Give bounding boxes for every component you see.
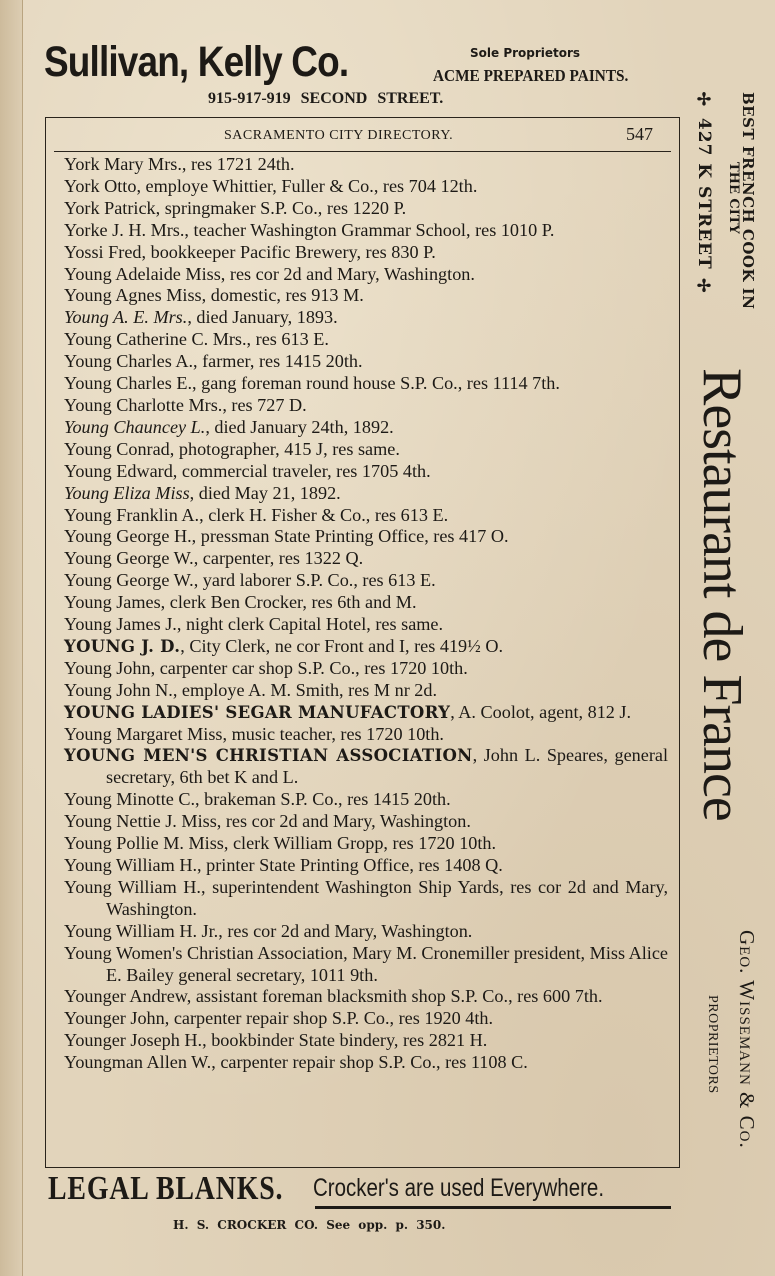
entry-name: Young William H., <box>64 855 202 875</box>
entry-name: Young George H., <box>64 526 197 547</box>
directory-entry <box>64 461 668 483</box>
entry-name: YOUNG LADIES' SEGAR MANUFACTORY <box>64 702 451 722</box>
entry-details: res cor 2d and Mary, Washington. <box>221 811 471 832</box>
entry-details: night clerk Capital Hotel, res same. <box>181 614 444 635</box>
entry-name: Younger Andrew, <box>64 986 192 1007</box>
footer-publisher: H. S. CROCKER CO. See opp. p. 350. <box>173 1218 446 1232</box>
entry-details: clerk Ben Crocker, res 6th and M. <box>165 592 417 613</box>
entry-name: Yossi Fred, <box>64 241 147 262</box>
entry-details: res 727 D. <box>226 394 307 415</box>
entry-details: springmaker S.P. Co., res 1220 P. <box>160 197 407 218</box>
directory-entry <box>64 921 668 943</box>
entry-details: printer State Printing Office, res 1408 Q. <box>201 855 503 875</box>
directory-entry <box>64 395 668 417</box>
directory-entry <box>64 592 668 614</box>
directory-entry <box>64 1052 668 1074</box>
entry-name: Young Chauncey L. <box>64 416 206 437</box>
entry-details: farmer, res 1415 20th. <box>197 351 363 372</box>
directory-entry <box>64 724 668 746</box>
directory-entry <box>64 351 668 373</box>
header-address: 915-917-919 SECOND STREET. <box>208 90 444 107</box>
directory-entry <box>64 264 668 286</box>
entry-details: , died January, 1893. <box>187 307 338 328</box>
directory-entry <box>64 680 668 702</box>
directory-entry <box>64 285 668 307</box>
directory-entry <box>64 198 668 220</box>
entry-name: Young Nettie J. Miss, <box>64 811 222 832</box>
entry-details: carpenter, res 1322 Q. <box>198 548 364 569</box>
entry-name: Young Adelaide Miss, <box>64 263 226 284</box>
entry-details: , died May 21, 1892. <box>189 482 341 503</box>
entry-name: York Otto, <box>64 175 141 196</box>
entry-details: assistant foreman blacksmith shop S.P. Co., res 600 7th. <box>191 986 603 1007</box>
directory-entry <box>64 636 668 658</box>
directory-entry <box>64 745 668 789</box>
entry-details: clerk H. Fisher & Co., res 613 E. <box>203 504 449 525</box>
entry-name: Young Women's Christian Association, <box>64 942 348 963</box>
directory-entry <box>64 943 668 987</box>
entry-details: , City Clerk, ne cor Front and I, res 419½ O. <box>180 635 504 656</box>
directory-entry <box>64 855 668 877</box>
entry-name: Yorke J. H. Mrs., <box>64 219 189 240</box>
directory-entry <box>64 1030 668 1052</box>
entry-name: Younger John, <box>64 1008 170 1029</box>
entry-name: Young Margaret Miss, <box>64 723 228 744</box>
entry-details: bookbinder State bindery, res 2821 H. <box>206 1030 488 1051</box>
directory-entry <box>64 570 668 592</box>
entry-name: YOUNG J. D. <box>64 636 181 656</box>
side-owner: Geo. Wissemann & Co. <box>735 930 759 1149</box>
directory-entry <box>64 1008 668 1030</box>
directory-entry <box>64 526 668 548</box>
entry-name: Youngman Allen W., <box>64 1052 216 1073</box>
directory-entry <box>64 614 668 636</box>
directory-entries <box>64 154 668 1074</box>
entry-name: Young John N., <box>64 679 178 700</box>
running-head <box>46 124 679 148</box>
entry-details: teacher Washington Grammar School, res 1010 P. <box>188 219 555 240</box>
entry-name: Young Franklin A., <box>64 504 204 525</box>
entry-details: res 613 E. <box>251 329 329 350</box>
footer-legal-blanks: LEGAL BLANKS. <box>48 1170 284 1207</box>
header-advertiser: Sullivan, Kelly Co. <box>44 38 349 86</box>
entry-details: res cor 2d and Mary, Washington. <box>225 263 475 284</box>
entry-name: Young Charles E., <box>64 373 197 394</box>
page-number: 547 <box>626 124 653 144</box>
directory-entry <box>64 986 668 1008</box>
entry-name: Young George W., <box>64 548 199 569</box>
entry-name: Young William H. Jr., <box>64 920 223 941</box>
directory-entry <box>64 242 668 264</box>
entry-details: commercial traveler, res 1705 4th. <box>177 460 431 481</box>
entry-name: Young A. E. Mrs. <box>64 307 188 328</box>
entry-details: domestic, res 913 M. <box>206 285 364 306</box>
directory-entry <box>64 789 668 811</box>
entry-details: , A. Coolot, agent, 812 J. <box>450 701 632 722</box>
entry-name: Young William H., <box>64 876 206 897</box>
entry-details: gang foreman round house S.P. Co., res 1114 7th. <box>196 373 560 394</box>
side-slogan-line2: THE CITY <box>726 162 741 234</box>
directory-entry <box>64 658 668 680</box>
side-slogan-line1: BEST FRENCH COOK IN <box>739 92 757 310</box>
directory-entry <box>64 439 668 461</box>
directory-entry <box>64 307 668 329</box>
entry-name: YOUNG MEN'S CHRISTIAN ASSOCIATION <box>64 746 473 766</box>
entry-details: superintendent Washington Ship Yards, res cor 2d and Mary, Washington. <box>106 876 668 919</box>
header-sole-proprietors: Sole Proprietors <box>470 46 581 60</box>
entry-name: Young James, <box>64 592 166 613</box>
directory-entry <box>64 373 668 395</box>
side-restaurant-name: Restaurant de France <box>691 368 753 821</box>
entry-name: Young Charles A., <box>64 351 198 372</box>
entry-name: Young James J., <box>64 614 182 635</box>
entry-details: employe A. M. Smith, res M nr 2d. <box>177 679 438 700</box>
entry-details: , died January 24th, 1892. <box>205 416 394 437</box>
entry-name: York Mary Mrs., <box>64 154 187 174</box>
entry-details: Mary M. Cronemiller president, Miss Alice E. Bailey general secretary, 1011 9th. <box>106 942 668 985</box>
entry-details: yard laborer S.P. Co., res 613 E. <box>198 570 436 591</box>
entry-details: res 1721 24th. <box>186 154 295 174</box>
entry-details: bookkeeper Pacific Brewery, res 830 P. <box>146 241 436 262</box>
entry-details: brakeman S.P. Co., res 1415 20th. <box>199 789 451 810</box>
running-head-rule <box>54 151 671 152</box>
directory-entry <box>64 833 668 855</box>
entry-details: employe Whittier, Fuller & Co., res 704 12th. <box>141 175 478 196</box>
entry-name: Young Edward, <box>64 460 178 481</box>
entry-details: clerk William Gropp, res 1720 10th. <box>228 833 497 854</box>
directory-entry <box>64 811 668 833</box>
entry-name: Young George W., <box>64 570 199 591</box>
entry-name: Younger Joseph H., <box>64 1030 207 1051</box>
directory-entry <box>64 483 668 505</box>
entry-name: Young John, <box>64 657 156 678</box>
directory-entry <box>64 702 668 724</box>
directory-entry <box>64 417 668 439</box>
entry-name: Young Agnes Miss, <box>64 285 207 306</box>
side-owner-role: PROPRIETORS <box>705 995 720 1094</box>
book-gutter <box>0 0 23 1276</box>
directory-frame <box>45 117 680 1168</box>
entry-name: York Patrick, <box>64 197 161 218</box>
footer-tagline-underline <box>315 1206 671 1209</box>
directory-entry <box>64 505 668 527</box>
directory-entry <box>64 154 668 176</box>
entry-details: photographer, 415 J, res same. <box>174 438 400 459</box>
entry-name: Young Minotte C., <box>64 789 200 810</box>
header-product: ACME PREPARED PAINTS. <box>433 66 629 85</box>
entry-name: Young Eliza Miss <box>64 482 190 503</box>
entry-name: Young Pollie M. Miss, <box>64 833 229 854</box>
entry-name: Young Catherine C. Mrs., <box>64 329 252 350</box>
side-address: ✢ 427 K STREET ✢ <box>694 90 714 298</box>
entry-details: pressman State Printing Office, res 417 O. <box>196 526 509 547</box>
directory-entry <box>64 220 668 242</box>
entry-name: Young Conrad, <box>64 438 175 459</box>
entry-details: res cor 2d and Mary, Washington. <box>222 920 473 941</box>
entry-details: music teacher, res 1720 10th. <box>227 723 444 744</box>
entry-details: carpenter car shop S.P. Co., res 1720 10th. <box>155 657 468 678</box>
entry-details: carpenter repair shop S.P. Co., res 1108 C. <box>215 1052 528 1073</box>
footer-tagline: Crocker's are used Everywhere. <box>313 1174 605 1202</box>
directory-title: SACRAMENTO CITY DIRECTORY. <box>224 128 454 143</box>
entry-details: carpenter repair shop S.P. Co., res 1920 4th. <box>169 1008 494 1029</box>
entry-name: Young Charlotte Mrs., <box>64 394 227 415</box>
directory-entry <box>64 548 668 570</box>
directory-entry <box>64 877 668 921</box>
directory-entry <box>64 329 668 351</box>
directory-entry <box>64 176 668 198</box>
entry-details: , John L. Speares, general secretary, 6th bet K and L. <box>106 745 668 788</box>
